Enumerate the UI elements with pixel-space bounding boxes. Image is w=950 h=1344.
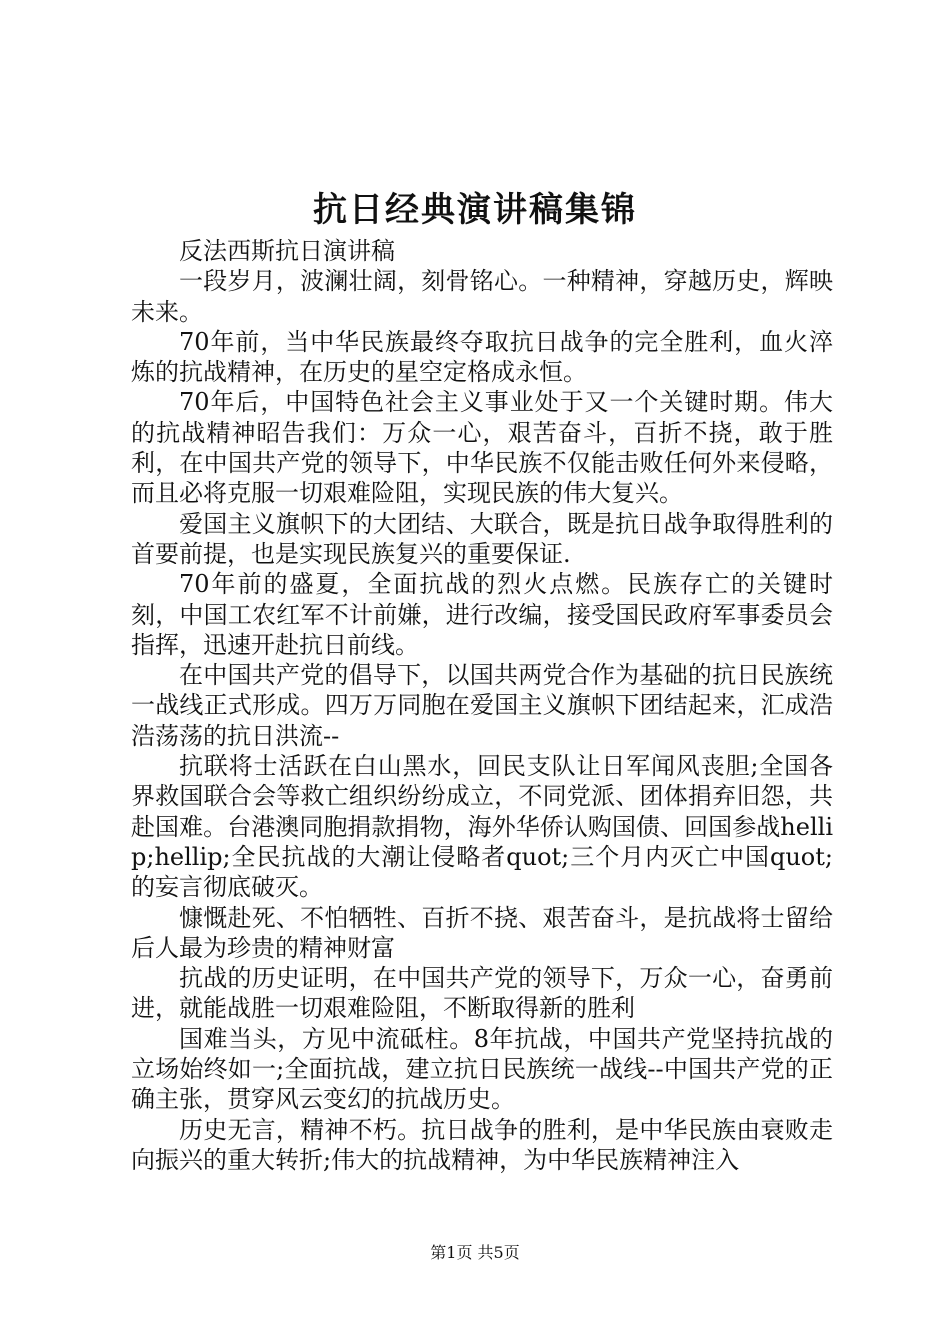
paragraph: 70年后，中国特色社会主义事业处于又一个关键时期。伟大的抗战精神昭告我们：万众一心，艰苦奋斗，百折不挠，敢于胜利，在中国共产党的领导下，中华民族不仅能击败任何外来侵略，而且必将克服一切艰难险阻，实现民族的伟大复兴。	[131, 388, 833, 508]
paragraph: 历史无言，精神不朽。抗日战争的胜利，是中华民族由衰败走向振兴的重大转折;伟大的抗战精神，为中华民族精神注入	[131, 1115, 833, 1174]
page-footer: 第1页 共5页	[430, 1243, 520, 1262]
paragraph: 慷慨赴死、不怕牺牲、百折不挠、艰苦奋斗，是抗战将士留给后人最为珍贵的精神财富	[131, 903, 833, 962]
paragraph: 抗战的历史证明，在中国共产党的领导下，万众一心，奋勇前进，就能战胜一切艰难险阻，不断取得新的胜利	[131, 964, 833, 1023]
paragraph: 70年前的盛夏，全面抗战的烈火点燃。民族存亡的关键时刻，中国工农红军不计前嫌，进行改编，接受国民政府军事委员会指挥，迅速开赴抗日前线。	[131, 570, 833, 659]
paragraph: 爱国主义旗帜下的大团结、大联合，既是抗日战争取得胜利的首要前提，也是实现民族复兴的重要保证.	[131, 509, 833, 568]
paragraph: 在中国共产党的倡导下，以国共两党合作为基础的抗日民族统一战线正式形成。四万万同胞在爱国主义旗帜下团结起来，汇成浩浩荡荡的抗日洪流--	[131, 661, 833, 750]
document-title: 抗日经典演讲稿集锦	[313, 190, 637, 230]
paragraph: 一段岁月，波澜壮阔，刻骨铭心。一种精神，穿越历史，辉映未来。	[131, 267, 833, 326]
paragraph: 反法西斯抗日演讲稿	[179, 237, 395, 265]
document-body	[131, 236, 833, 1175]
paragraph: 70年前，当中华民族最终夺取抗日战争的完全胜利，血火淬炼的抗战精神，在历史的星空定格成永恒。	[131, 327, 833, 387]
paragraph: 抗联将士活跃在白山黑水，回民支队让日军闻风丧胆;全国各界救国联合会等救亡组织纷纷成立，不同党派、团体捐弃旧怨，共赴国难。台港澳同胞捐款捐物，海外华侨认购国债、回国参战hellip;hellip;全民抗战的大潮让侵略者quot;三个月内灭亡中国quot;的妄言彻底破灭。	[131, 752, 833, 902]
paragraph: 国难当头，方见中流砥柱。8年抗战，中国共产党坚持抗战的立场始终如一;全面抗战，建立抗日民族统一战线--中国共产党的正确主张，贯穿风云变幻的抗战历史。	[131, 1024, 833, 1114]
